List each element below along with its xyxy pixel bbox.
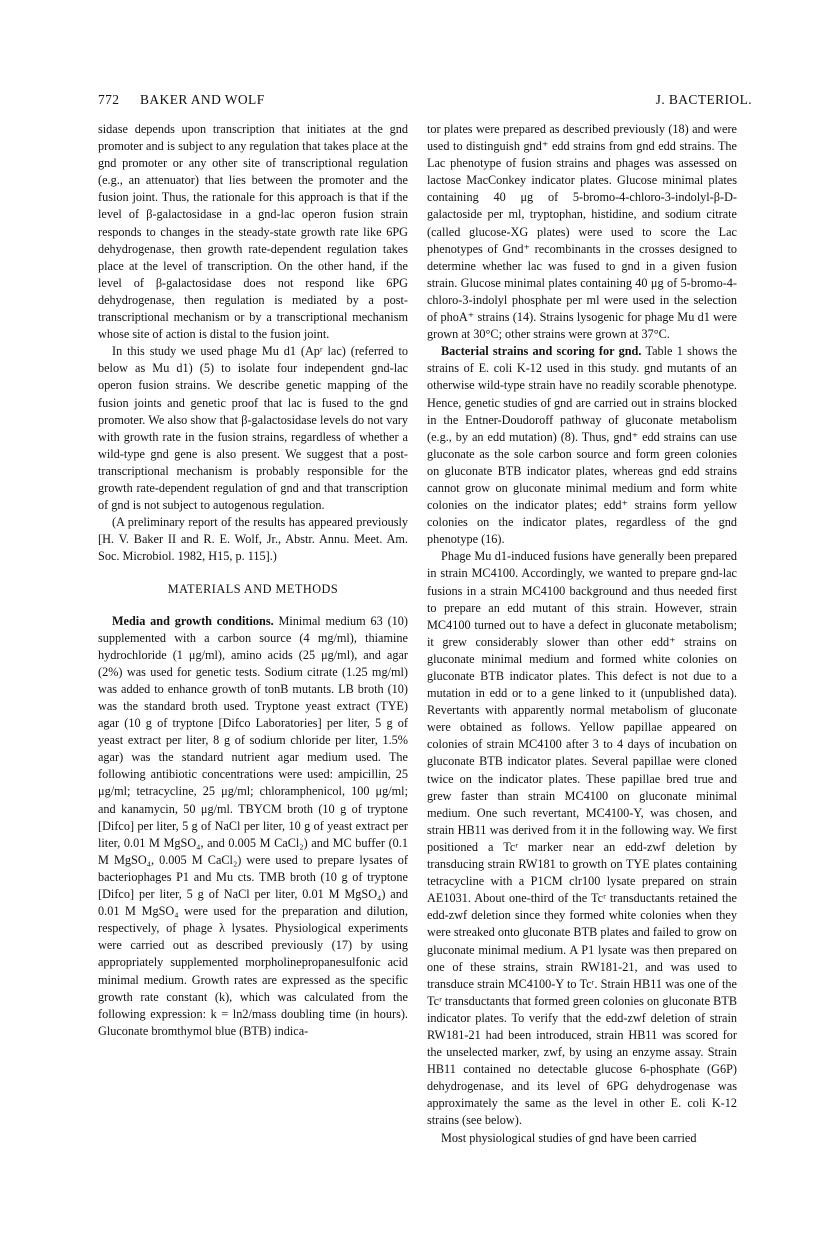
paragraph: sidase depends upon transcription that initiates at the gnd promoter and is subject to any regulation that takes place at the gnd promoter or any other site of transcriptional regulation (e.g., an attenuator) that lies between the promoter and the fusion joint. Thus, the rationale for this approach is that if the level of β-galactosidase in a gnd-lac operon fusion strain responds to changes in the steady-state growth rate like 6PG dehydrogenase, then growth rate-dependent regulation takes place at the level of transcription. On the other hand, if the level of β-galactosidase does not respond like 6PG dehydrogenase, then regulation is mediated by a post-transcriptional mechanism or by a transcriptional mechanism whose site of action is distal to the fusion joint. xyxy=(98,122,408,342)
paragraph-body: Table 1 shows the strains of E. coli K-12 used in this study. gnd mutants of an otherwise wild-type strain have no readily scorable phenotype. Hence, genetic studies of gnd are carried out in strains blocked in the Entner-Doudoroff pathway of gluconate metabolism (e.g., by an edd mutation) (8). Thus, gnd⁺ edd strains can use gluconate as the sole carbon source and form green colonies on gluconate BTB indicator plates, whereas gnd edd strains cannot grow on gluconate minimal medium and form white colonies on the indicator plates; edd⁺ strains form yellow colonies on the indicator plates, regardless of the gnd phenotype (16). xyxy=(427,344,738,547)
page-number: 772 xyxy=(98,92,120,107)
runin-heading: Media and growth conditions. xyxy=(112,613,274,628)
running-header xyxy=(98,92,752,112)
paragraph xyxy=(98,613,408,1040)
right-column xyxy=(427,121,737,1147)
section-heading: MATERIALS AND METHODS xyxy=(167,582,339,597)
journal-name: J. BACTERIOL. xyxy=(655,92,752,107)
paragraph: In this study we used phage Mu d1 (Apʳ lac) (referred to below as Mu d1) (5) to isolate four independent gnd-lac operon fusion strains. We describe genetic mapping of the fusion joints and genetic proof that lac is fused to the gnd promoter. We also show that β-galactosidase levels do not vary with growth rate in the fusion strains, regardless of whether a wild-type gnd gene is also present. We suggest that a post-transcriptional mechanism is probably responsible for the growth rate-dependent regulation of gnd and that transcription of gnd is not subject to autogenous regulation. xyxy=(98,344,408,513)
paragraph: tor plates were prepared as described previously (18) and were used to distinguish gnd⁺ edd strains from gnd edd strains. The Lac phenotype of fusion strains and phages was assessed on lactose MacConkey indicator plates. Glucose minimal plates containing 40 μg of 5-bromo-4-chloro-3-indolyl-β-D-galactoside per ml, tryptophan, histidine, and sodium citrate (called glucose-XG plates) were used to score the Lac phenotypes of Gnd⁺ recombinants in the crosses designed to determine whether lac was fused to gnd in a given fusion strain. Glucose minimal plates containing 40 μg of 5-bromo-4-chloro-3-indolyl phosphate per ml were used in the selection of phoA⁺ strains (14). Strains lysogenic for phage Mu d1 were grown at 30°C; other strains were grown at 37°C. xyxy=(427,122,737,342)
running-authors: BAKER AND WOLF xyxy=(140,92,265,107)
runin-heading: Bacterial strains and scoring for gnd. xyxy=(441,344,642,359)
paragraph-body: Minimal medium 63 (10) supplemented with a carbon source (4 mg/ml), thiamine hydrochloride (1 μg/ml), amino acids (25 μg/ml), and agar (2%) was used for genetic tests. Sodium citrate (1.25 mg/ml) was added to enhance growth of tonB mutants. LB broth (10) was the standard broth used. Tryptone yeast extract (TYE) agar (10 g of tryptone [Difco Laboratories] per liter, 5 g of yeast extract per liter, 8 g of sodium chloride per liter, 1.5% agar) was the standard nutrient agar medium used. The following antibiotic concentrations were used: ampicillin, 25 μg/ml; tetracycline, 25 μg/ml; chloramphenicol, 100 μg/ml; and kanamycin, 50 μg/ml. TBYCM broth (10 g of tryptone [Difco] per liter, 5 g of NaCl per liter, 10 g of yeast extract per liter, 0.01 M MgSO₄, and 0.005 M CaCl₂) and MC buffer (0.1 M MgSO₄, 0.005 M CaCl₂) were used to prepare lysates of bacteriophages P1 and Mu cts. TMB broth (10 g of tryptone [Difco] per liter, 5 g of NaCl per liter, 0.01 M MgSO₄) and 0.01 M MgSO₄ were used for the preparation and dilution, respectively, of phage λ lysates. Physiological experiments were carried out as described previously (17) by using appropriately supplemented morpholinepropanesulfonic acid minimal medium. Growth rates are expressed as the specific growth rate constant (k), which was calculated from the following expression: k = ln2/mass doubling time (in hours). Gluconate bromthymol blue (BTB) indica- xyxy=(98,613,409,1038)
paragraph: Phage Mu d1-induced fusions have generally been prepared in strain MC4100. Accordingly, we wanted to prepare gnd-lac fusions in a strain MC4100 background and thus needed first to prepare an edd mutant of this strain. However, strain MC4100 turned out to have a defect in gluconate metabolism; it grew considerably slower than other edd⁺ strains on gluconate minimal medium and formed white colonies on gluconate BTB indicator plates. This defect is not due to a mutation in edd or to a gene linked to it (unpublished data). Revertants with apparently normal metabolism of gluconate were obtained as follows. Yellow papillae appeared on colonies of strain MC4100 after 3 to 4 days of incubation on gluconate BTB indicator plates. Several papillae were cloned twice on the indicator plates. These papillae bred true and grew faster than strain MC4100 on gluconate minimal medium. One such revertant, MC4100-Y, was chosen, and strain HB11 was derived from it in the following way. We first positioned a Tcʳ marker near an edd-zwf deletion by transducing strain RW181 to growth on TYE plates containing tetracycline with a P1CM clr100 lysate prepared on strain AE1031. About one-third of the Tcʳ transductants retained the edd-zwf deletion since they formed white colonies when they were streaked onto gluconate BTB plates and failed to grow on gluconate minimal medium. A P1 lysate was then prepared on one of these strains, strain RW181-21, and was used to transduce strain MC4100-Y to Tcʳ. Strain HB11 was one of the Tcʳ transductants that formed green colonies on gluconate BTB indicator plates. To verify that the edd-zwf deletion of strain RW181-21 had been introduced, strain HB11 was scored for the unselected marker, zwf, by using an enzyme assay. Strain HB11 contained no detectable glucose 6-phosphate (G6P) dehydrogenase, and its level of 6PG dehydrogenase was approximately the same as the level in other E. coli K-12 strains (see below). xyxy=(427,549,737,1128)
paragraph xyxy=(427,343,737,548)
paragraph: Most physiological studies of gnd have been carried xyxy=(441,1130,697,1145)
left-column xyxy=(98,121,408,1040)
paragraph: (A preliminary report of the results has appeared previously [H. V. Baker II and R. E. Wolf, Jr., Abstr. Annu. Meet. Am. Soc. Microbiol. 1982, H15, p. 115].) xyxy=(98,515,408,564)
